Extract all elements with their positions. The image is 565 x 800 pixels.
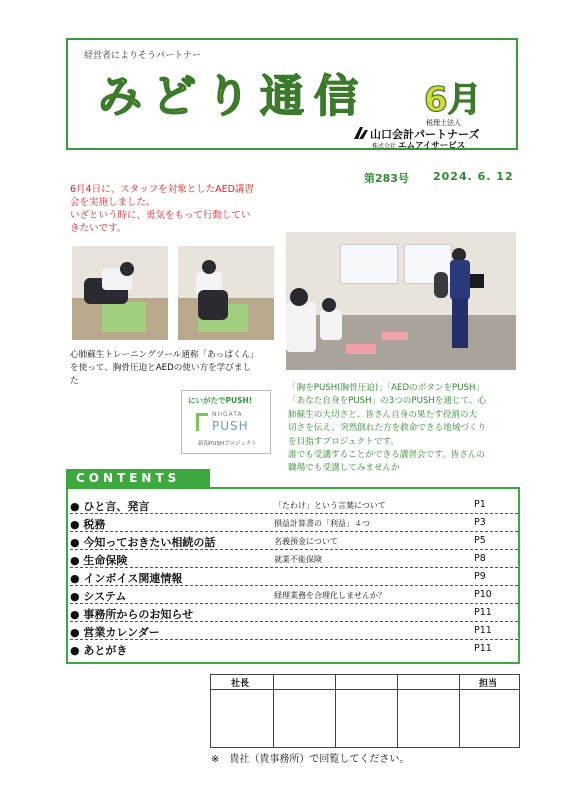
contents-heading: CONTENTS — [66, 469, 210, 487]
photo-cpr-training-1 — [72, 246, 168, 340]
photo-aed-seminar — [286, 232, 516, 370]
toc-title: ● 営業カレンダー — [70, 626, 160, 639]
caption-line: 「胸をPUSH(胸骨圧迫)」「AEDのボタンをPUSH」 — [288, 383, 485, 393]
tagline: 経営者によりそうパートナー — [84, 51, 202, 61]
approval-cell — [273, 675, 274, 747]
toc-row[interactable] — [70, 604, 518, 622]
approval-header-line — [211, 689, 519, 690]
toc-title: ● 生命保険 — [70, 554, 128, 567]
toc-page: P11 — [474, 607, 492, 618]
push-logo-word: PUSH — [212, 419, 249, 433]
toc-row[interactable] — [70, 586, 518, 604]
approval-in-charge-label: 担当 — [479, 679, 498, 689]
photo-cpr-training-2 — [178, 246, 274, 340]
article-intro — [70, 183, 280, 235]
caption-line: 誰でも受講することができる講習会です。皆さんの — [288, 450, 485, 461]
toc-page: P8 — [474, 553, 486, 564]
toc-desc: 「たわけ」という言葉について — [274, 501, 386, 510]
toc-desc: 就業不能保険 — [274, 555, 322, 564]
toc-row[interactable] — [70, 514, 518, 532]
toc-page: P9 — [474, 571, 486, 582]
toc-title: ● インボイス関連情報 — [70, 572, 183, 585]
approval-president-label: 社長 — [231, 679, 250, 689]
photo-caption-right — [288, 382, 520, 476]
caption-line: 職場でも受講してみませんか — [288, 463, 400, 474]
caption-line: た — [70, 376, 79, 386]
push-logo-sub: 新潟PUSHプロジェクト — [198, 441, 257, 447]
intro-line: いざという時に、勇気をもって行動してい — [70, 210, 251, 221]
caption-line: 「あなた自身をPUSH」の3つのPUSHを通じて、心 — [288, 396, 487, 407]
photo-caption-left — [70, 349, 280, 388]
push-logo-niigata: NIIGATA — [212, 411, 243, 418]
toc-title: ● 税務 — [70, 518, 106, 531]
toc-row[interactable] — [70, 496, 518, 514]
toc-page: P11 — [474, 625, 492, 636]
toc-title: ● 今知っておきたい相続の話 — [70, 536, 216, 549]
approval-cell — [335, 675, 336, 747]
sub-company-name: エムアイサービス — [398, 141, 466, 151]
newsletter-title: みどり通信 — [98, 71, 368, 122]
toc-page: P5 — [474, 535, 486, 546]
intro-line: 6月4日に、スタッフを対象としたAED講習 — [70, 184, 254, 195]
toc-row[interactable] — [70, 640, 518, 658]
niigata-push-logo — [181, 390, 271, 454]
approval-cell — [397, 675, 398, 747]
issue-month: 6月 — [424, 80, 482, 120]
toc-title: ● 事務所からのお知らせ — [70, 608, 194, 621]
toc-row[interactable] — [70, 532, 518, 550]
sub-company-label: 株式会社 — [372, 143, 397, 150]
caption-line: を目指すプロジェクトです。 — [288, 436, 399, 447]
toc-row[interactable] — [70, 568, 518, 586]
circulation-note: ※ 貴社（貴事務所）で回覧してください。 — [211, 754, 410, 765]
toc-row[interactable] — [70, 622, 518, 640]
toc-title: ● あとがき — [70, 644, 128, 657]
caption-line: 切さを伝え、突然倒れた方を救命できる地域づくり — [288, 423, 487, 434]
issue-number: 第283号 — [364, 172, 409, 185]
intro-line: 会を実施しました。 — [70, 197, 156, 208]
toc-page: P1 — [474, 499, 486, 510]
issue-date: 2024. 6. 12 — [433, 170, 514, 183]
company-logo-icon — [354, 127, 368, 139]
toc-title: ● ひと言、発言 — [70, 500, 150, 513]
intro-line: きたいです。 — [70, 223, 127, 234]
toc-page: P3 — [474, 517, 486, 528]
toc-page: P10 — [474, 589, 492, 600]
caption-line: 心肺蘇生トレーニングツール通称「あっぱくん」 — [70, 350, 259, 360]
toc-desc: 損益計算書の「利益」４つ — [274, 519, 370, 528]
caption-line: 肺蘇生の大切さと、皆さん自身の果たす役割の大 — [288, 409, 478, 420]
toc-desc: 名義預金について — [274, 537, 338, 546]
toc-page: P11 — [474, 643, 492, 654]
toc-row[interactable] — [70, 550, 518, 568]
org-type: 税理士法人 — [426, 119, 461, 127]
approval-grid — [210, 674, 520, 748]
push-logo-top: にいがたでPUSH! — [188, 396, 253, 405]
toc-desc: 経理業務を合理化しませんか？ — [274, 591, 386, 600]
org-name: 山口会計パートナーズ — [370, 128, 480, 141]
caption-line: を使って、胸骨圧迫とAEDの使い方を学びまし — [70, 363, 252, 373]
approval-cell — [459, 675, 460, 747]
masthead — [66, 38, 518, 150]
toc-title: ● システム — [70, 590, 127, 603]
push-mark-icon — [196, 413, 208, 431]
